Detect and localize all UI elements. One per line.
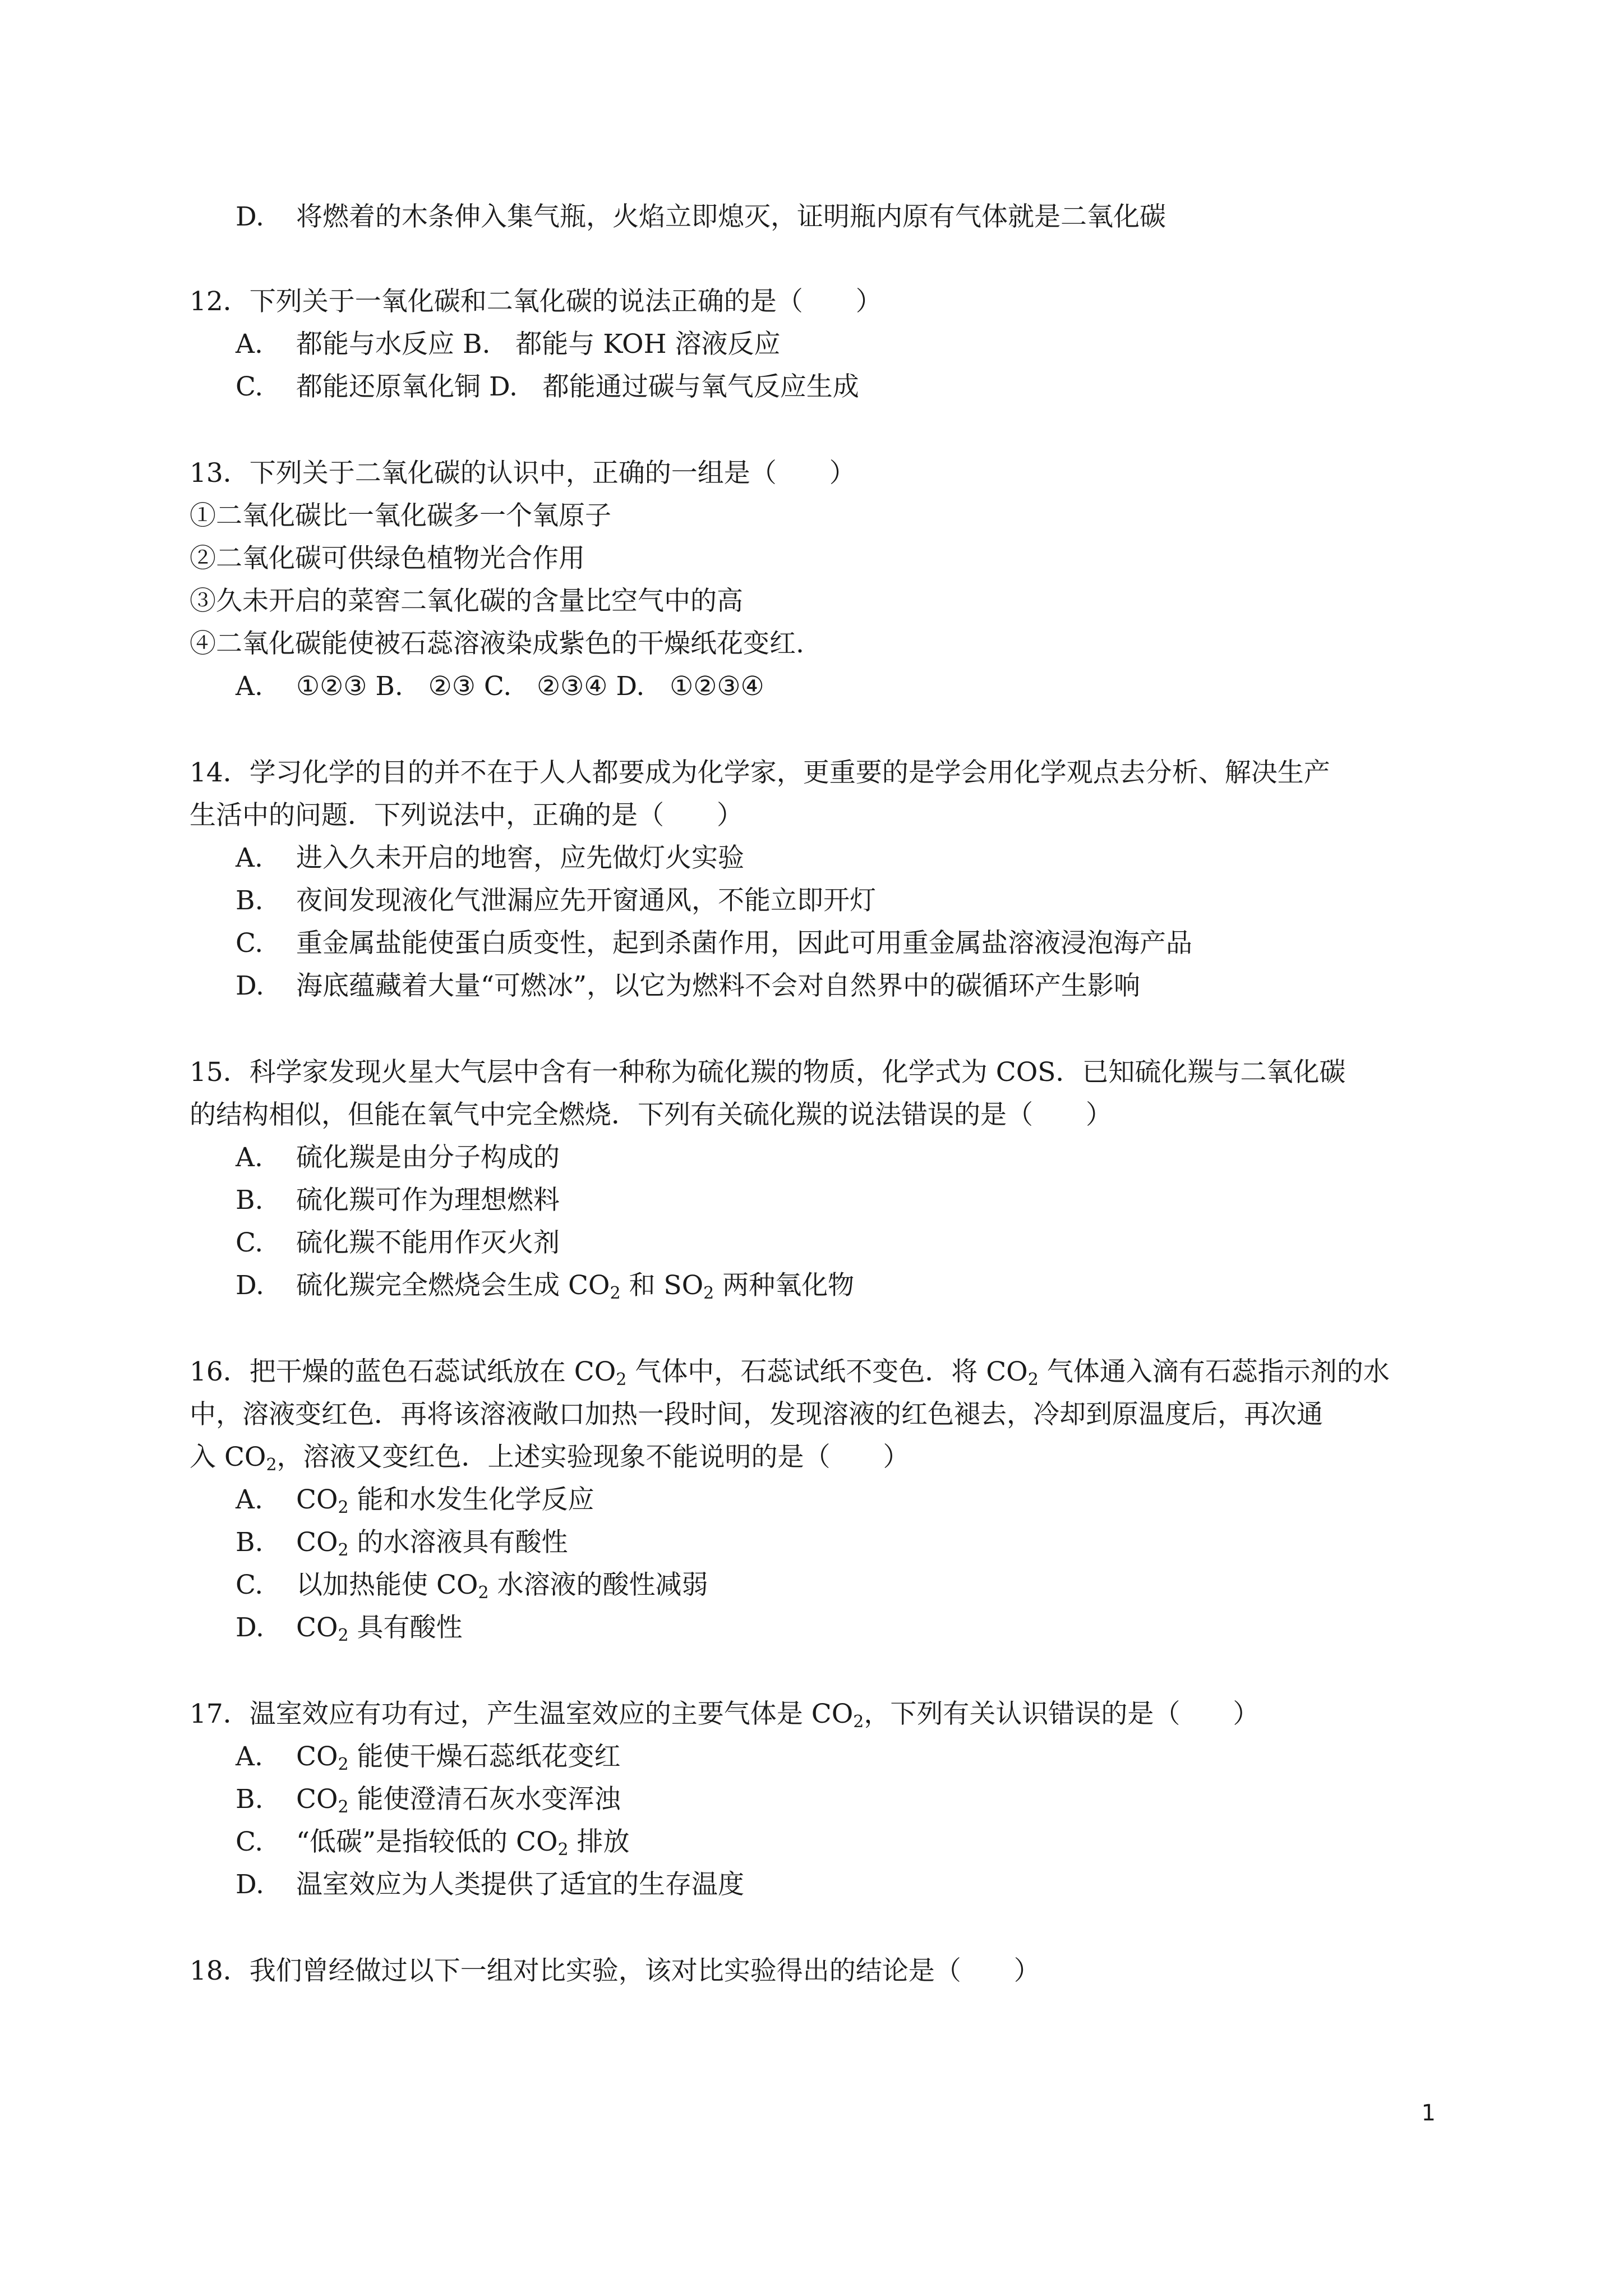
q15-stem-line-2: 的结构相似，但能在氧气中完全燃烧．下列有关硫化羰的说法错误的是（ ） <box>190 1099 1112 1130</box>
page-number: 1 <box>1421 2100 1436 2126</box>
q14-stem-line-1: 14．学习化学的目的并不在于人人都要成为化学家，更重要的是学会用化学观点去分析、解决生产 <box>190 757 1330 788</box>
q16-option-d <box>236 1611 463 1645</box>
subscript: 2 <box>338 1498 349 1517</box>
q15-stem-line-1: 15．科学家发现火星大气层中含有一种称为硫化羰的物质，化学式为 COS．已知硫化羰与二氧化碳 <box>190 1057 1346 1088</box>
option-letter: A. <box>236 843 263 873</box>
option-text: “低碳”是指较低的 CO <box>296 1826 558 1857</box>
subscript: 2 <box>338 1797 349 1817</box>
option-letter: B. <box>236 1527 264 1558</box>
option-text: 排放 <box>568 1826 630 1857</box>
option-text: 将燃着的木条伸入集气瓶，火焰立即熄灭，证明瓶内原有气体就是二氧化碳 <box>296 201 1166 232</box>
q11-option-d <box>236 200 1166 234</box>
stem-text: 16．把干燥的蓝色石蕊试纸放在 CO <box>190 1356 616 1387</box>
option-text: 两种氧化物 <box>714 1270 855 1301</box>
option-text: 能使干燥石蕊纸花变红 <box>348 1741 621 1772</box>
stem-text: 入 CO <box>190 1442 266 1473</box>
option-letter: D. <box>488 371 518 402</box>
q13-statement-2: ②二氧化碳可供绿色植物光合作用 <box>190 543 585 574</box>
q12-option-c-text: 都能还原氧化铜 <box>296 371 481 402</box>
option-letter: C. <box>236 928 264 959</box>
q12-option-a-text: 都能与水反应 <box>296 329 454 360</box>
q12-option-b-text: 都能与 KOH 溶液反应 <box>515 329 781 360</box>
option-letter: A. <box>236 329 263 360</box>
option-text: 和 SO <box>620 1270 704 1301</box>
q17-option-c <box>236 1825 630 1859</box>
q17-option-b <box>236 1783 621 1816</box>
option-text: 水溶液的酸性减弱 <box>488 1570 708 1600</box>
stem-text: 气体通入滴有石蕊指示剂的水 <box>1038 1356 1390 1387</box>
subscript: 2 <box>616 1370 627 1389</box>
q15-option-d <box>236 1269 854 1303</box>
option-text: 以加热能使 CO <box>296 1570 478 1600</box>
subscript: 2 <box>338 1540 349 1560</box>
q15-option-a <box>236 1141 560 1175</box>
q14-option-c <box>236 927 1192 960</box>
option-text: 海底蕴藏着大量“可燃冰”，以它为燃料不会对自然界中的碳循环产生影响 <box>296 970 1141 1001</box>
subscript: 2 <box>478 1583 489 1603</box>
subscript: 2 <box>1027 1370 1039 1389</box>
option-text: 的水溶液具有酸性 <box>348 1527 568 1558</box>
q12-options-ab <box>236 328 781 361</box>
option-text: CO <box>296 1741 338 1772</box>
option-letter: D. <box>236 1612 264 1643</box>
q13-option-a-text: ①②③ <box>296 671 367 702</box>
option-letter: A. <box>236 1142 263 1173</box>
option-text: 硫化羰可作为理想燃料 <box>296 1185 560 1216</box>
option-letter: C. <box>236 1570 264 1600</box>
q14-option-d <box>236 969 1140 1003</box>
q14-option-a <box>236 841 744 875</box>
option-letter: D. <box>236 201 264 232</box>
option-letter: D. <box>236 970 264 1001</box>
q13-statement-4: ④二氧化碳能使被石蕊溶液染成紫色的干燥纸花变红. <box>190 628 804 659</box>
subscript: 2 <box>703 1283 714 1303</box>
q13-options <box>236 670 764 703</box>
q16-option-a <box>236 1483 594 1517</box>
stem-text: 气体中，石蕊试纸不变色．将 CO <box>626 1356 1028 1387</box>
option-letter: C. <box>483 671 512 702</box>
option-text: CO <box>296 1784 338 1815</box>
q16-option-b <box>236 1526 568 1559</box>
option-text: CO <box>296 1612 338 1643</box>
q13-statement-3: ③久未开启的菜窖二氧化碳的含量比空气中的高 <box>190 586 743 616</box>
option-text: 进入久未开启的地窖，应先做灯火实验 <box>296 843 744 873</box>
q15-option-b <box>236 1184 560 1217</box>
q14-option-b <box>236 884 876 918</box>
q17-option-a <box>236 1740 621 1774</box>
q18-stem: 18．我们曾经做过以下一组对比实验，该对比实验得出的结论是（ ） <box>190 1955 1040 1986</box>
option-letter: A. <box>236 671 263 702</box>
stem-text: 17．温室效应有功有过，产生温室效应的主要气体是 CO <box>190 1699 854 1729</box>
option-text: 重金属盐能使蛋白质变性，起到杀菌作用，因此可用重金属盐溶液浸泡海产品 <box>296 928 1192 959</box>
q12-option-d-text: 都能通过碳与氧气反应生成 <box>542 371 859 402</box>
option-text: CO <box>296 1484 338 1515</box>
option-letter: C. <box>236 371 264 402</box>
option-letter: A. <box>236 1741 263 1772</box>
option-text: 能和水发生化学反应 <box>348 1484 594 1515</box>
q13-stem: 13．下列关于二氧化碳的认识中，正确的一组是（ ） <box>190 458 856 489</box>
q13-option-c-text: ②③④ <box>536 671 608 702</box>
option-text: 具有酸性 <box>348 1612 463 1643</box>
q17-stem <box>190 1697 1259 1731</box>
option-letter: B. <box>236 1784 264 1815</box>
subscript: 2 <box>338 1626 349 1645</box>
q13-option-d-text: ①②③④ <box>670 671 764 702</box>
option-text: 温室效应为人类提供了适宜的生存温度 <box>296 1869 744 1900</box>
q15-option-c <box>236 1226 560 1260</box>
q16-option-c <box>236 1568 708 1602</box>
option-text: 硫化羰是由分子构成的 <box>296 1142 560 1173</box>
option-letter: B. <box>462 329 491 360</box>
option-text: 能使澄清石灰水变浑浊 <box>348 1784 621 1815</box>
subscript: 2 <box>610 1283 621 1303</box>
q16-stem-line-2: 中，溶液变红色．再将该溶液敞口加热一段时间，发现溶液的红色褪去，冷却到原温度后，再次通 <box>190 1399 1323 1430</box>
stem-text: ，溶液又变红色．上述实验现象不能说明的是（ ） <box>276 1442 910 1473</box>
q16-stem-line-3 <box>190 1441 910 1474</box>
option-letter: C. <box>236 1227 264 1258</box>
q17-option-d <box>236 1868 744 1902</box>
subscript: 2 <box>338 1755 349 1774</box>
option-letter: C. <box>236 1826 264 1857</box>
option-letter: D. <box>616 671 645 702</box>
option-letter: A. <box>236 1484 263 1515</box>
q14-stem-line-2: 生活中的问题．下列说法中，正确的是（ ） <box>190 800 743 831</box>
q13-option-b-text: ②③ <box>428 671 476 702</box>
option-text: 硫化羰完全燃烧会生成 CO <box>296 1270 610 1301</box>
subscript: 2 <box>266 1455 277 1475</box>
option-letter: D. <box>236 1869 264 1900</box>
subscript: 2 <box>853 1712 864 1732</box>
option-letter: B. <box>236 1185 264 1216</box>
option-letter: B. <box>375 671 403 702</box>
subscript: 2 <box>557 1840 569 1860</box>
q12-stem: 12．下列关于一氧化碳和二氧化碳的说法正确的是（ ） <box>190 286 882 317</box>
q12-options-cd <box>236 370 859 404</box>
option-text: CO <box>296 1527 338 1558</box>
option-text: 硫化羰不能用作灭火剂 <box>296 1227 560 1258</box>
q13-statement-1: ①二氧化碳比一氧化碳多一个氧原子 <box>190 500 611 531</box>
option-text: 夜间发现液化气泄漏应先开窗通风，不能立即开灯 <box>296 885 876 916</box>
stem-text: ，下列有关认识错误的是（ ） <box>864 1699 1260 1729</box>
option-letter: B. <box>236 885 264 916</box>
q16-stem-line-1 <box>190 1355 1390 1389</box>
option-letter: D. <box>236 1270 264 1301</box>
